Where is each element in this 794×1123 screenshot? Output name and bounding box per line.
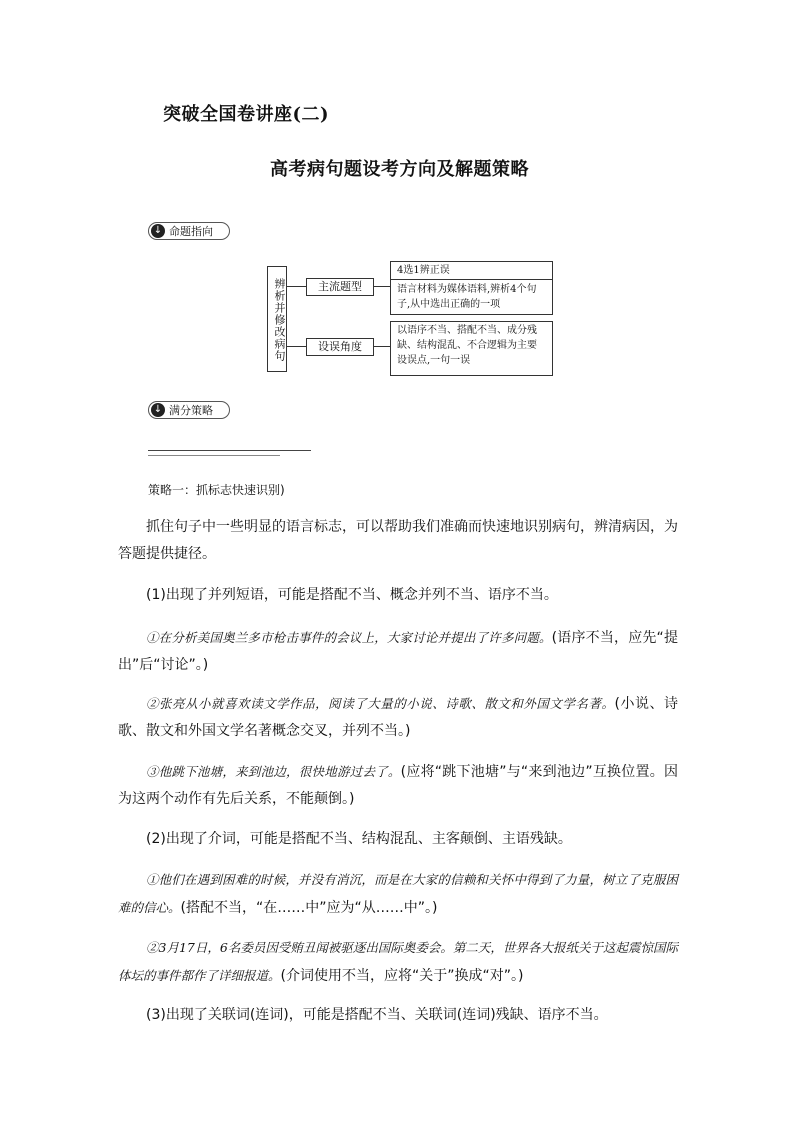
- diagram-branch-box: 设误角度: [306, 338, 374, 356]
- example-paragraph: [118, 624, 678, 679]
- example-paragraph: [118, 866, 678, 922]
- example-text: ②3月17日，6名委员因受贿丑闻被驱逐出国际奥委会。第二天，世界各大报纸关于这起震惊国际体坛的事件都作了详细报道。: [118, 940, 678, 983]
- diagram-root-box: 辨析并修改病句: [267, 266, 287, 372]
- rule-paragraph: (2)出现了介词，可能是搭配不当、结构混乱、主客颠倒、主语残缺。: [146, 831, 572, 847]
- lecture-title: 突破全国卷讲座(二): [163, 104, 330, 125]
- strategy-heading: 策略一：抓标志快速识别): [148, 483, 285, 497]
- diagram-detail-box: [390, 261, 553, 315]
- section-badge-label: 满分策略: [169, 404, 213, 417]
- page-title: 高考病句题设考方向及解题策略: [270, 159, 529, 180]
- example-paragraph: [118, 758, 678, 813]
- example-note: (搭配不当，“在……中”应为“从……中”。): [180, 900, 438, 916]
- connector: [373, 346, 390, 347]
- divider: [148, 455, 280, 456]
- rule-paragraph: (3)出现了关联词(连词)，可能是搭配不当、关联词(连词)残缺、语序不当。: [146, 1007, 608, 1023]
- example-note: (介词使用不当，应将“关于”换成“对”。): [280, 968, 524, 984]
- connector: [287, 286, 306, 287]
- detail-text: 以语序不当、搭配不当、成分残缺、结构混乱、不合逻辑为主要设误点,一句一误: [397, 325, 537, 366]
- example-text: ③他跳下池塘，来到池边，很快地游过去了。: [146, 764, 401, 779]
- example-note: (应将“跳下池塘”与“来到池边”互换位置。因为这两个动作有先后关系，不能颠倒。): [118, 764, 678, 807]
- connector: [373, 286, 390, 287]
- example-text: ②张亮从小就喜欢读文学作品，阅读了大量的小说、诗歌、散文和外国文学名著。: [146, 696, 615, 711]
- example-paragraph: [118, 690, 678, 745]
- example-paragraph: [118, 934, 678, 990]
- down-arrow-icon: ↓: [151, 403, 165, 417]
- example-text: ①他们在遇到困难的时候，并没有消沉，而是在大家的信赖和关怀中得到了力量，树立了克服困难的信心。: [118, 872, 678, 915]
- example-text: ①在分析美国奥兰多市枪击事件的会议上，大家讨论并提出了许多问题。: [146, 630, 552, 645]
- example-note: (小说、诗歌、散文和外国文学名著概念交叉，并列不当。): [118, 696, 678, 739]
- detail-header: 4选1辨正误: [391, 263, 552, 280]
- diagram-branch-box: 主流题型: [306, 278, 374, 296]
- divider: [148, 450, 311, 451]
- section-badge-command: [148, 222, 230, 240]
- intro-paragraph: 抓住句子中一些明显的语言标志，可以帮助我们准确而快速地识别病句，辨清病因，为答题提供捷径。: [118, 519, 678, 562]
- rule-paragraph: (1)出现了并列短语，可能是搭配不当、概念并列不当、语序不当。: [146, 587, 558, 603]
- section-badge-strategy: [148, 401, 230, 419]
- connector: [287, 346, 306, 347]
- detail-text: 语言材料为媒体语料,辨析4个句子,从中选出正确的一项: [397, 284, 537, 310]
- section-badge-label: 命题指向: [169, 225, 213, 238]
- down-arrow-icon: ↓: [151, 224, 165, 238]
- diagram-detail-box: [390, 321, 553, 376]
- example-note: (语序不当，应先“提出”后“讨论”。): [118, 630, 678, 673]
